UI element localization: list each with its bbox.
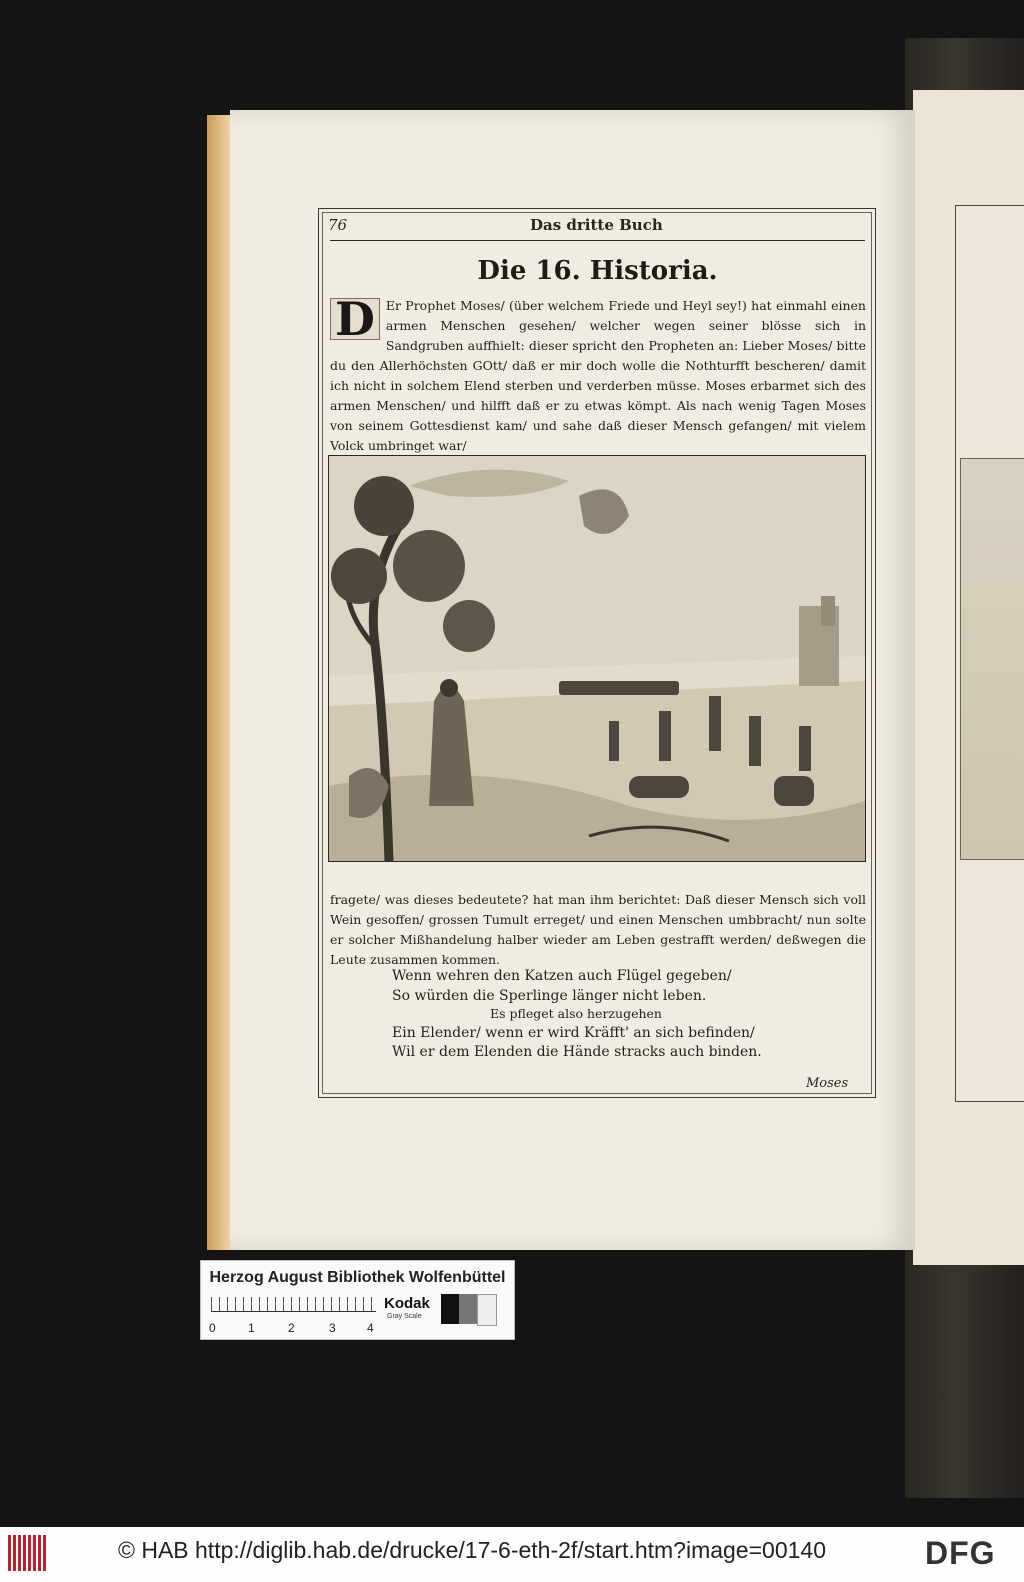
dfg-logo: DFG: [925, 1535, 996, 1571]
gray-swatch-mid: [459, 1294, 477, 1324]
verse-line-1: Wenn wehren den Katzen auch Flügel gegeben/: [392, 968, 732, 984]
catchword: Moses: [806, 1076, 849, 1091]
verse-line-3: Es pfleget also herzugehen: [490, 1006, 662, 1021]
hab-barcode-icon: [8, 1535, 48, 1571]
dropcap: D: [330, 298, 380, 340]
verse-line-2: So würden die Sperlinge länger nicht leben.: [392, 988, 707, 1004]
verse-line-4: Ein Elender/ wenn er wird Kräfft' an sich befinden/: [392, 1025, 755, 1041]
ruler-number: 2: [288, 1321, 295, 1335]
paragraph-1-text: Er Prophet Moses/ (über welchem Friede und Heyl sey!) hat einmahl einen armen Menschen gesehen/ welcher wegen seiner blösse sich in Sandgruben auffhielt: dieser spricht den Propheten an: Lieber Moses/ bitte du den Allerhöchsten GOtt/ daß er mir doch wolle die Nothturfft bescheren/ damit ich nicht in solchem Elend sterben und verderben müsse. Moses erbarmet sich des armen Menschen/ und hilfft daß er zu etwas kömpt. Als nach wenig Tagen Moses von seinem Gottesdienst kam/ und sahe daß dieser Mensch gefangen/ mit vielem Volck umbringet war/: [330, 298, 866, 453]
facing-page-plate: [960, 458, 1024, 860]
engraving-svg: [329, 456, 865, 861]
paragraph-2: fragete/ was dieses bedeutete? hat man ihm berichtet: Daß dieser Mensch sich voll Wein gesoffen/ grossen Tumult erreget/ und einen Menschen umbbracht/ nun solte er solcher Mißhandelung halber wieder am Leben gestrafft werden/ deßwegen die Leute zusammen kommen.: [330, 892, 866, 967]
paragraph-1: [330, 292, 866, 456]
gray-scale-label: Gray Scale: [387, 1313, 422, 1320]
ruler-number: 1: [248, 1321, 255, 1335]
chapter-title: Die 16. Historia.: [477, 256, 718, 286]
kodak-logo: Kodak: [384, 1295, 430, 1312]
gray-swatch-white: [477, 1294, 497, 1326]
gray-swatch-black: [441, 1294, 459, 1324]
verse-line-5: Wil er dem Elenden die Hände stracks auch binden.: [392, 1044, 762, 1060]
library-name: Herzog August Bibliothek Wolfenbüttel: [209, 1269, 506, 1286]
engraving-illustration: [328, 455, 866, 862]
footer-url[interactable]: © HAB http://diglib.hab.de/drucke/17-6-eth-2f/start.htm?image=00140: [118, 1537, 826, 1563]
ruler: [211, 1297, 376, 1312]
color-scale-label: [200, 1260, 515, 1340]
header-rule: [330, 240, 865, 241]
ruler-number: 0: [209, 1321, 216, 1335]
ruler-number: 4: [367, 1321, 374, 1335]
ruler-number: 3: [329, 1321, 336, 1335]
page-number: 76: [328, 216, 348, 234]
running-head: Das dritte Buch: [530, 216, 663, 234]
footer-bar: [0, 1527, 1024, 1582]
